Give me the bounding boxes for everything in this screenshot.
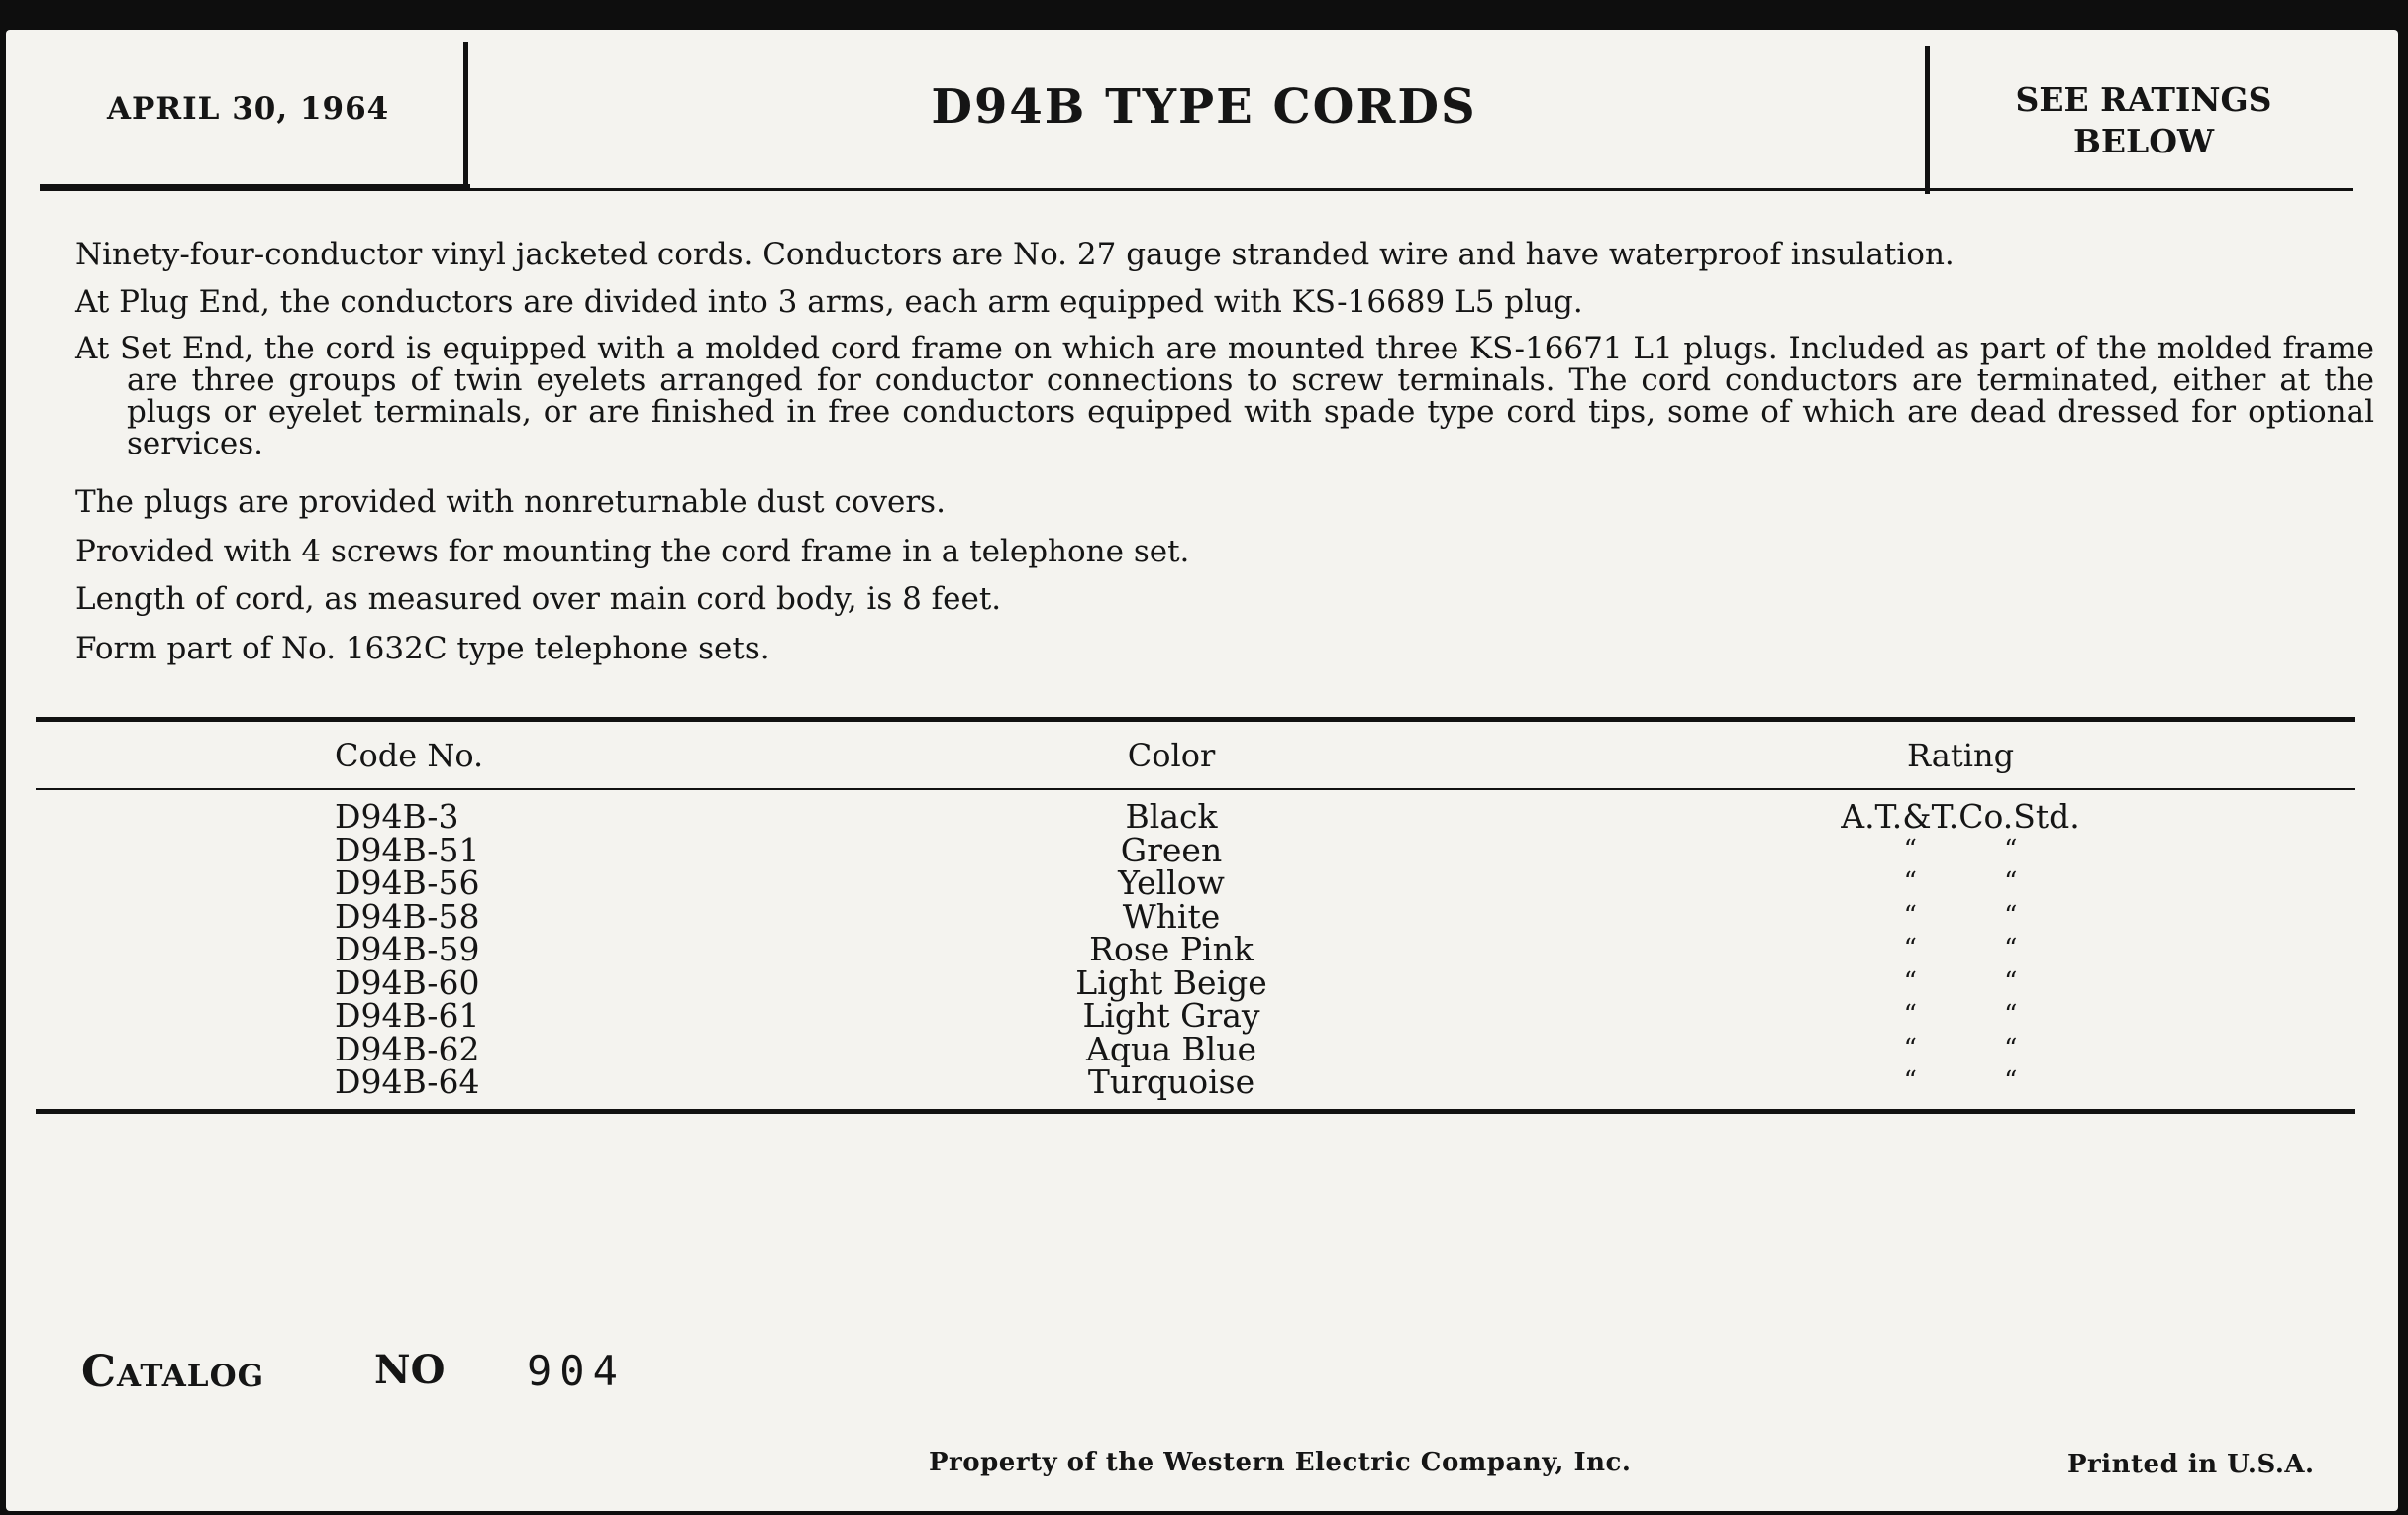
description-line-5: Provided with 4 screws for mounting the cord frame in a telephone set.: [75, 534, 1190, 569]
column-header-code: Code No.: [335, 737, 484, 774]
table-cell-color: Light Beige: [1075, 963, 1267, 1002]
table-cell-code: D94B-51: [335, 831, 480, 869]
page-title: D94B TYPE CORDS: [931, 79, 1477, 135]
table-cell-color: Green: [1120, 831, 1223, 869]
catalog-number: 904: [527, 1347, 626, 1395]
table-cell-code: D94B-60: [335, 963, 480, 1002]
description-line-4: The plugs are provided with nonreturnable dust covers.: [75, 484, 946, 520]
table-cell-color: Turquoise: [1087, 1062, 1255, 1101]
description-line-3: At Set End, the cord is equipped with a molded cord frame on which are mounted three KS-16671 L1 plugs. Included as part of the molded frame are three groups of twin eyelets arranged for conductor connections to screw terminals. The cord conductors are terminated, either at the plugs or eyelet terminals, or are finished in free conductors equipped with spade type cord tips, some of which are dead dressed for optional services.: [75, 331, 2374, 461]
description-line-7: Form part of No. 1632C type telephone sets.: [75, 631, 770, 666]
table-cell-rating: “ “: [1903, 934, 2018, 963]
table-cell-color: Rose Pink: [1089, 930, 1254, 968]
column-header-rating: Rating: [1906, 737, 2015, 774]
table-cell-rating: “ “: [1903, 967, 2018, 997]
table-cell-code: D94B-61: [335, 996, 480, 1035]
header-bottom-rule: [40, 188, 2353, 191]
table-cell-rating: “ “: [1903, 867, 2018, 897]
table-cell-rating: “ “: [1903, 1034, 2018, 1063]
table-cell-color: White: [1122, 897, 1221, 936]
table-cell-code: D94B-58: [335, 897, 480, 936]
table-cell-rating: A.T.&T.Co.Std.: [1841, 797, 2080, 836]
card-date: APRIL 30, 1964: [107, 91, 390, 127]
table-cell-code: D94B-62: [335, 1030, 480, 1068]
table-cell-color: Aqua Blue: [1086, 1030, 1256, 1068]
table-cell-color: Yellow: [1118, 863, 1225, 902]
catalog-label: Catalog: [81, 1347, 265, 1397]
ratings-note: SEE RATINGS BELOW: [2015, 80, 2272, 160]
table-cell-rating: “ “: [1903, 901, 2018, 931]
footer-property: Property of the Western Electric Company, Inc.: [929, 1448, 1632, 1477]
table-top-rule: [36, 717, 2355, 722]
table-bottom-rule: [36, 1109, 2355, 1114]
description-line-1: Ninety-four-conductor vinyl jacketed cords. Conductors are No. 27 gauge stranded wire and have waterproof insulation.: [75, 237, 1955, 272]
catalog-no-label: NO: [374, 1347, 446, 1393]
footer-printed: Printed in U.S.A.: [2067, 1450, 2315, 1479]
table-cell-code: D94B-64: [335, 1062, 480, 1101]
description-line-6: Length of cord, as measured over main cord body, is 8 feet.: [75, 581, 1002, 617]
table-header-rule: [36, 788, 2355, 790]
column-header-color: Color: [1127, 737, 1216, 774]
table-cell-rating: “ “: [1903, 1000, 2018, 1030]
description-line-2: At Plug End, the conductors are divided into 3 arms, each arm equipped with KS-16689 L5 plug.: [75, 284, 1583, 320]
table-cell-code: D94B-56: [335, 863, 480, 902]
table-cell-code: D94B-59: [335, 930, 480, 968]
table-cell-color: Black: [1125, 797, 1218, 836]
table-cell-rating: “ “: [1903, 1066, 2018, 1096]
table-cell-color: Light Gray: [1082, 996, 1260, 1035]
table-cell-code: D94B-3: [335, 797, 459, 836]
table-cell-rating: “ “: [1903, 835, 2018, 864]
